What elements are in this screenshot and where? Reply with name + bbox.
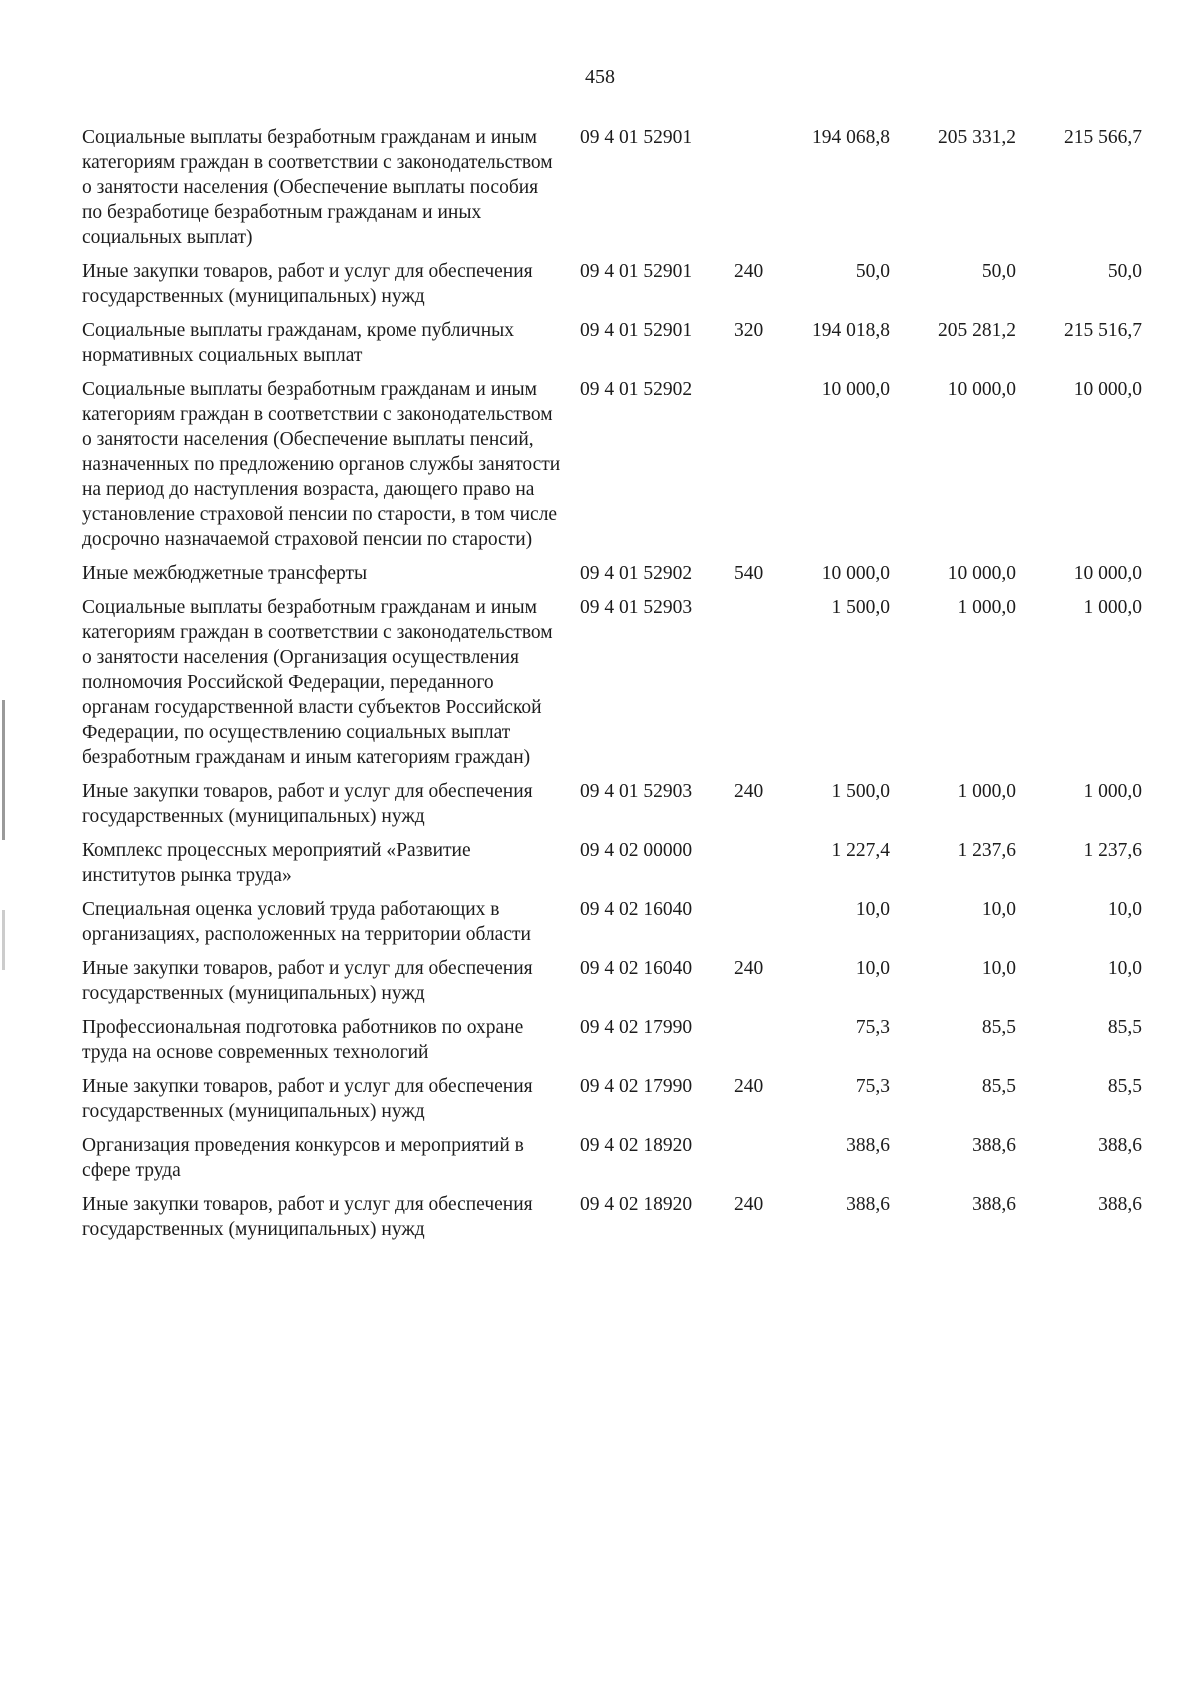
row-value-2: 10,0 [981, 899, 1016, 920]
row-expense-type: 240 [734, 261, 764, 282]
row-value-3: 50,0 [1107, 261, 1142, 282]
row-value-3: 85,5 [1107, 1076, 1142, 1097]
row-code: 09 4 02 16040 [580, 958, 693, 979]
row-value-3: 1 237,6 [1083, 840, 1142, 861]
row-value-1: 10,0 [855, 958, 890, 979]
row-value-2: 205 331,2 [938, 127, 1016, 148]
row-value-1: 10,0 [855, 899, 890, 920]
row-code: 09 4 01 52902 [580, 563, 693, 584]
row-value-1: 194 018,8 [812, 320, 890, 341]
row-value-2: 85,5 [981, 1017, 1016, 1038]
table-row [82, 561, 1160, 586]
row-expense-type: 240 [734, 958, 764, 979]
row-code: 09 4 02 18920 [580, 1135, 693, 1156]
row-value-2: 1 000,0 [957, 597, 1016, 618]
row-code: 09 4 01 52901 [580, 261, 693, 282]
row-code: 09 4 02 00000 [580, 840, 693, 861]
row-value-1: 194 068,8 [812, 127, 890, 148]
row-code: 09 4 02 17990 [580, 1017, 693, 1038]
row-expense-type: 240 [734, 1194, 764, 1215]
row-code: 09 4 02 16040 [580, 899, 693, 920]
row-value-1: 50,0 [855, 261, 890, 282]
row-value-3: 10,0 [1107, 899, 1142, 920]
table-row [82, 377, 1160, 552]
row-value-1: 388,6 [846, 1194, 890, 1215]
row-value-3: 10 000,0 [1073, 563, 1142, 584]
row-value-1: 75,3 [855, 1017, 890, 1038]
row-expense-type: 240 [734, 781, 764, 802]
row-value-3: 388,6 [1098, 1194, 1142, 1215]
row-code: 09 4 01 52902 [580, 379, 693, 400]
row-value-2: 10 000,0 [947, 379, 1016, 400]
row-value-2: 388,6 [972, 1135, 1016, 1156]
row-value-2: 10,0 [981, 958, 1016, 979]
row-value-1: 10 000,0 [821, 563, 890, 584]
row-name: Иные закупки товаров, работ и услуг для обеспечения государственных (муниципальных) нужд [82, 781, 533, 827]
row-name: Иные межбюджетные трансферты [82, 563, 368, 584]
row-code: 09 4 02 17990 [580, 1076, 693, 1097]
row-value-2: 388,6 [972, 1194, 1016, 1215]
table-row [82, 838, 1160, 888]
row-value-1: 10 000,0 [821, 379, 890, 400]
table-row [82, 125, 1160, 250]
table-row [82, 318, 1160, 368]
row-code: 09 4 01 52901 [580, 320, 693, 341]
table-row [82, 595, 1160, 770]
row-value-1: 1 500,0 [831, 781, 890, 802]
table-row [82, 1133, 1160, 1183]
row-value-3: 215 566,7 [1064, 127, 1142, 148]
row-value-3: 10,0 [1107, 958, 1142, 979]
scan-edge-mark [2, 700, 5, 840]
row-code: 09 4 01 52903 [580, 597, 693, 618]
table-row [82, 1015, 1160, 1065]
row-value-3: 388,6 [1098, 1135, 1142, 1156]
row-name: Специальная оценка условий труда работающих в организациях, расположенных на территории области [82, 899, 531, 945]
row-expense-type: 240 [734, 1076, 764, 1097]
row-value-3: 10 000,0 [1073, 379, 1142, 400]
table-row [82, 1074, 1160, 1124]
row-value-2: 50,0 [981, 261, 1016, 282]
table-row [82, 1192, 1160, 1242]
row-name: Иные закупки товаров, работ и услуг для обеспечения государственных (муниципальных) нужд [82, 1076, 533, 1122]
row-name: Социальные выплаты гражданам, кроме публичных нормативных социальных выплат [82, 320, 514, 366]
row-name: Социальные выплаты безработным гражданам и иным категориям граждан в соответствии с законодательством о занятости населения (Обеспечение выплаты пенсий, назначенных по предложению органов службы занятости на период до наступления возраста, дающего право на установление страховой пенсии по старости, в том числе досрочно назначаемой страховой пенсии по старости) [82, 379, 561, 550]
row-code: 09 4 01 52901 [580, 127, 693, 148]
row-value-2: 1 237,6 [957, 840, 1016, 861]
row-name: Профессиональная подготовка работников по охране труда на основе современных технологий [82, 1017, 524, 1063]
row-value-3: 1 000,0 [1083, 781, 1142, 802]
row-value-3: 85,5 [1107, 1017, 1142, 1038]
row-value-1: 388,6 [846, 1135, 890, 1156]
row-value-2: 205 281,2 [938, 320, 1016, 341]
table-row [82, 779, 1160, 829]
page-number: 458 [585, 66, 615, 88]
row-value-1: 75,3 [855, 1076, 890, 1097]
row-code: 09 4 01 52903 [580, 781, 693, 802]
row-name: Иные закупки товаров, работ и услуг для обеспечения государственных (муниципальных) нужд [82, 261, 533, 307]
row-value-2: 1 000,0 [957, 781, 1016, 802]
row-code: 09 4 02 18920 [580, 1194, 693, 1215]
row-name: Иные закупки товаров, работ и услуг для обеспечения государственных (муниципальных) нужд [82, 1194, 533, 1240]
row-value-1: 1 227,4 [831, 840, 890, 861]
row-name: Социальные выплаты безработным гражданам и иным категориям граждан в соответствии с законодательством о занятости населения (Обеспечение выплаты пособия по безработице безработным гражданам и иных социальных выплат) [82, 127, 553, 248]
table-row [82, 956, 1160, 1006]
row-value-2: 10 000,0 [947, 563, 1016, 584]
scan-edge-mark [2, 910, 5, 970]
table-row [82, 259, 1160, 309]
budget-table [82, 125, 1160, 1251]
row-value-1: 1 500,0 [831, 597, 890, 618]
row-value-3: 1 000,0 [1083, 597, 1142, 618]
row-name: Организация проведения конкурсов и мероприятий в сфере труда [82, 1135, 524, 1181]
row-name: Иные закупки товаров, работ и услуг для обеспечения государственных (муниципальных) нужд [82, 958, 533, 1004]
row-value-2: 85,5 [981, 1076, 1016, 1097]
row-name: Социальные выплаты безработным гражданам и иным категориям граждан в соответствии с законодательством о занятости населения (Организация осуществления полномочия Российской Федерации, переданного органам государственной власти субъектов Российской Федерации, по осуществлению социальных выплат безработным гражданам и иным категориям граждан) [82, 597, 553, 768]
row-name: Комплекс процессных мероприятий «Развитие институтов рынка труда» [82, 840, 471, 886]
table-row [82, 897, 1160, 947]
row-expense-type: 320 [734, 320, 764, 341]
row-value-3: 215 516,7 [1064, 320, 1142, 341]
row-expense-type: 540 [734, 563, 764, 584]
